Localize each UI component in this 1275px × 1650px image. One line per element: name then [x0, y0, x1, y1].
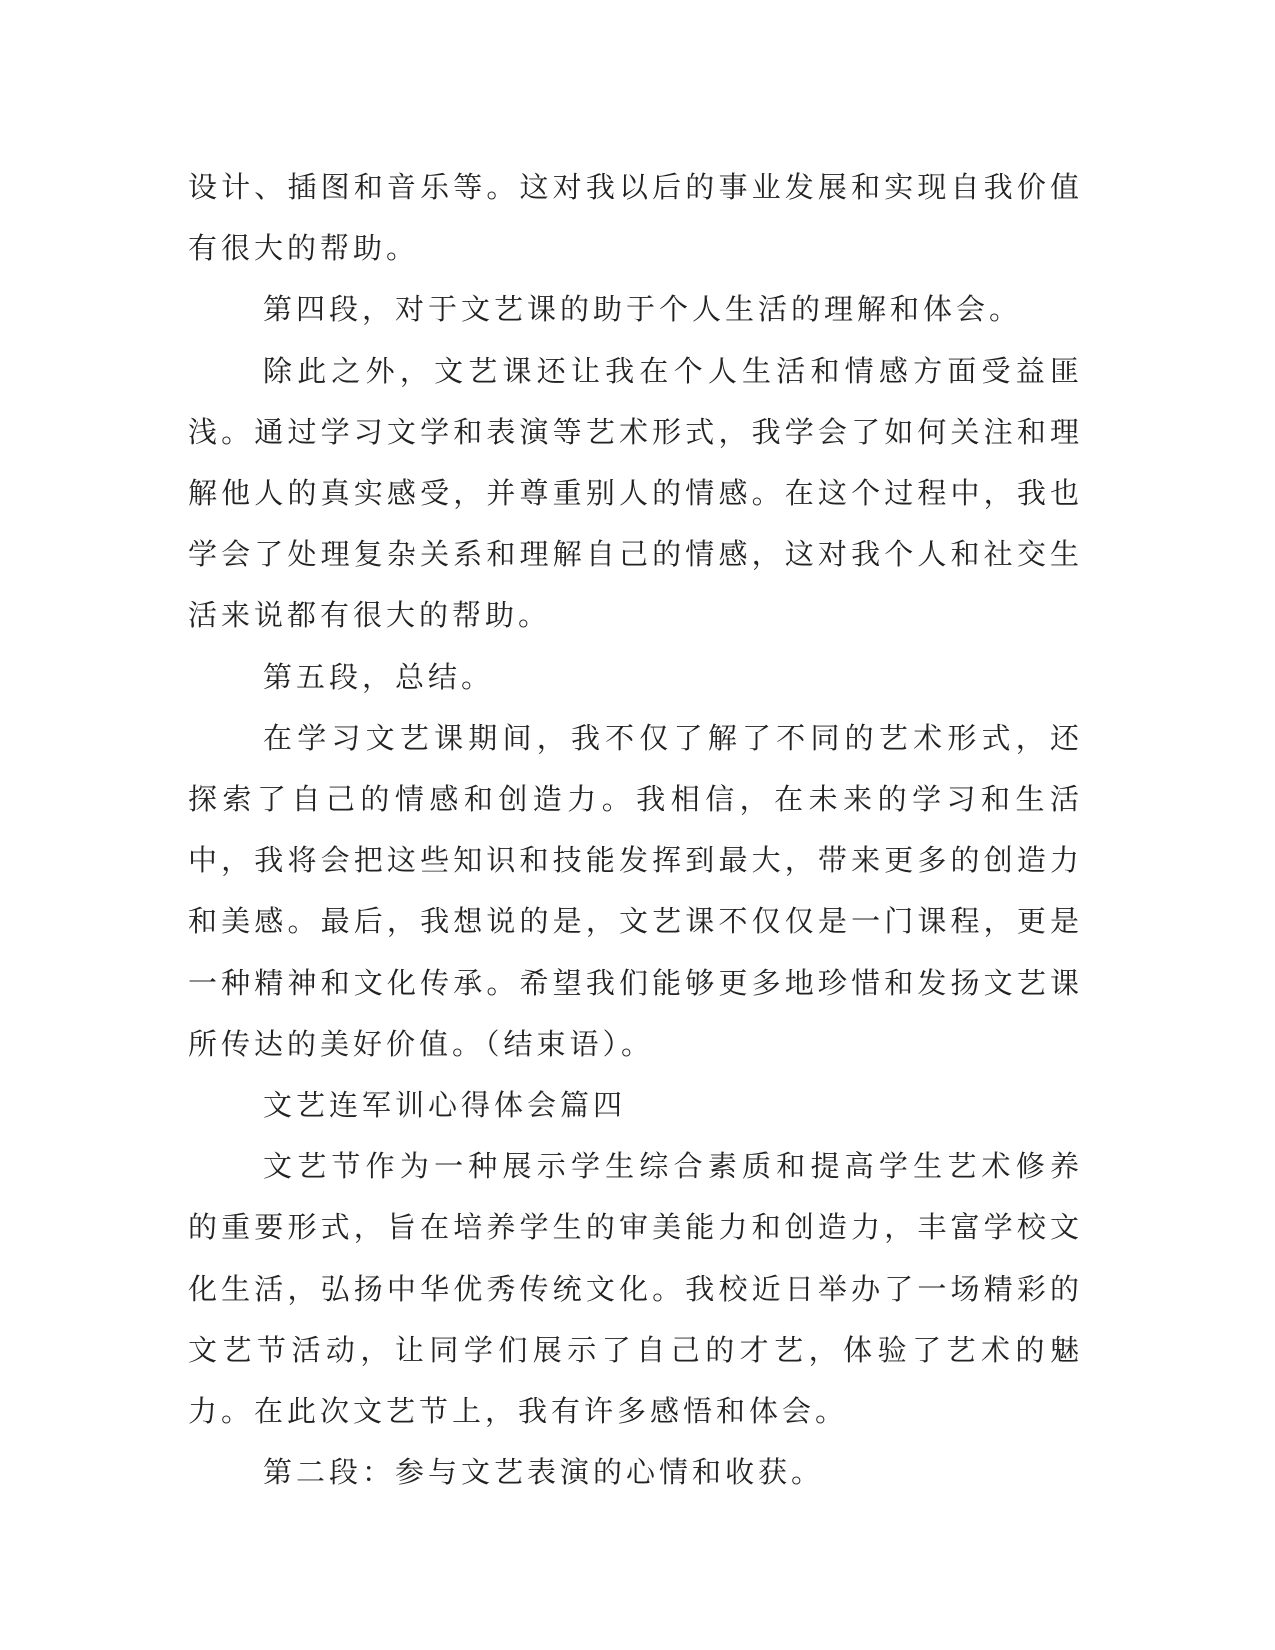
section-heading-two: 第二段：参与文艺表演的心情和收获。	[263, 1455, 825, 1490]
document-body	[188, 157, 1083, 1503]
article-title: 文艺连军训心得体会篇四	[263, 1088, 627, 1123]
paragraph-summary: 在学习文艺课期间，我不仅了解了不同的艺术形式，还探索了自己的情感和创造力。我相信，在未来的学习和生活中，我将会把这些知识和技能发挥到最大，带来更多的创造力和美感。最后，我想说的是，文艺课不仅仅是一门课程，更是一种精神和文化传承。希望我们能够更多地珍惜和发扬文艺课所传达的美好价值。（结束语）。	[188, 720, 1083, 1061]
section-heading-four: 第四段，对于文艺课的助于个人生活的理解和体会。	[263, 292, 1023, 327]
paragraph-personal-life: 除此之外，文艺课还让我在个人生活和情感方面受益匪浅。通过学习文学和表演等艺术形式，我学会了如何关注和理解他人的真实感受，并尊重别人的情感。在这个过程中，我也学会了处理复杂关系和理解自己的情感，这对我个人和社交生活来说都有很大的帮助。	[188, 353, 1083, 633]
section-heading-five: 第五段，总结。	[263, 659, 495, 694]
paragraph-art-festival-intro: 文艺节作为一种展示学生综合素质和提高学生艺术修养的重要形式，旨在培养学生的审美能力和创造力，丰富学校文化生活，弘扬中华优秀传统文化。我校近日举办了一场精彩的文艺节活动，让同学们展示了自己的才艺，体验了艺术的魅力。在此次文艺节上，我有许多感悟和体会。	[188, 1149, 1083, 1429]
paragraph-continuation: 设计、插图和音乐等。这对我以后的事业发展和实现自我价值有很大的帮助。	[188, 170, 1083, 266]
